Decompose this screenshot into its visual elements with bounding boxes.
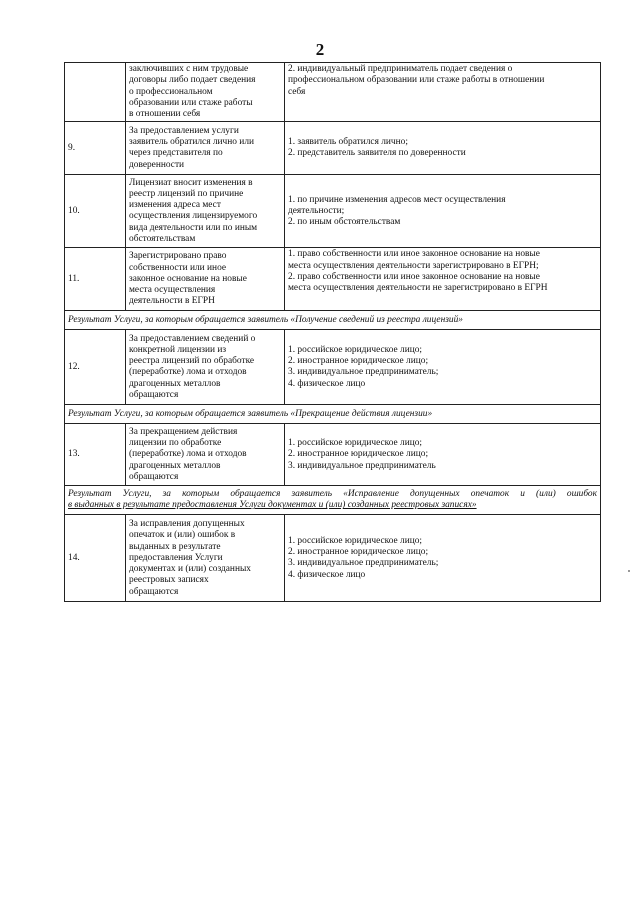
row-options: 1. российское юридическое лицо; 2. иностранное юридическое лицо; 3. индивидуальное предприниматель <box>285 424 601 486</box>
table-row-continued <box>65 63 601 122</box>
result-row-registry-info <box>65 311 601 330</box>
row-options: 1. заявитель обратился лично; 2. представитель заявителя по доверенности <box>285 122 601 175</box>
row-number: 9. <box>65 122 126 175</box>
row-number: 14. <box>65 515 126 602</box>
row-condition: За исправления допущенных опечаток и (или) ошибок в выданных в результате предоставления Услуги документах и (или) созданных реестровых записях обращаются <box>126 515 285 602</box>
result-heading-line-2: в выданных в результате предоставления Услуги документах и (или) созданных реестровых записях» <box>68 500 477 511</box>
result-heading <box>65 486 601 515</box>
row-condition: заключивших с ним трудовые договоры либо подает сведения о профессиональном образовании или стаже работы в отношении себя <box>126 63 285 122</box>
row-number <box>65 63 126 122</box>
row-number: 12. <box>65 330 126 405</box>
result-heading: Результат Услуги, за которым обращается заявитель «Получение сведений из реестра лицензий» <box>65 311 601 330</box>
row-options: 1. право собственности или иное законное основание на новые места осуществления деятельности зарегистрировано в ЕГРН; 2. право собственности или иное законное основание на новые места осуществления деятельности не зарегистрировано в ЕГРН <box>285 248 601 311</box>
table-row-13 <box>65 424 601 486</box>
row-condition: За предоставлением услуги заявитель обратился лично или через представителя по доверенности <box>126 122 285 175</box>
result-heading: Результат Услуги, за которым обращается заявитель «Прекращение действия лицензии» <box>65 405 601 424</box>
services-table <box>64 62 601 602</box>
result-row-error-correction <box>65 486 601 515</box>
table-row-9 <box>65 122 601 175</box>
result-heading-line-1: Результат Услуги, за которым обращается заявитель «Исправление допущенных опечаток и (или) ошибок <box>68 488 597 499</box>
table-row-10 <box>65 175 601 248</box>
row-number: 11. <box>65 248 126 311</box>
table-row-14 <box>65 515 601 602</box>
page-number: 2 <box>315 40 325 59</box>
row-number: 13. <box>65 424 126 486</box>
row-condition: За прекращением действия лицензии по обработке (переработке) лома и отходов драгоценных металлов обращаются <box>126 424 285 486</box>
row-condition: За предоставлением сведений о конкретной лицензии из реестра лицензий по обработке (переработке) лома и отходов драгоценных металлов обращаются <box>126 330 285 405</box>
row-options: 1. российское юридическое лицо; 2. иностранное юридическое лицо; 3. индивидуальное предприниматель; 4. физическое лицо <box>285 515 601 602</box>
row-options: 2. индивидуальный предприниматель подает сведения о профессиональном образовании или стаже работы в отношении себя <box>285 63 601 122</box>
table-row-11 <box>65 248 601 311</box>
scan-artifact-dot <box>628 570 630 572</box>
table-row-12 <box>65 330 601 405</box>
row-condition: Зарегистрировано право собственности или иное законное основание на новые места осуществления деятельности в ЕГРН <box>126 248 285 311</box>
result-row-license-termination <box>65 405 601 424</box>
row-options: 1. российское юридическое лицо; 2. иностранное юридическое лицо; 3. индивидуальное предприниматель; 4. физическое лицо <box>285 330 601 405</box>
row-condition: Лицензиат вносит изменения в реестр лицензий по причине изменения адреса мест осуществления лицензируемого вида деятельности или по иным обстоятельствам <box>126 175 285 248</box>
row-options: 1. по причине изменения адресов мест осуществления деятельности; 2. по иным обстоятельствам <box>285 175 601 248</box>
row-number: 10. <box>65 175 126 248</box>
